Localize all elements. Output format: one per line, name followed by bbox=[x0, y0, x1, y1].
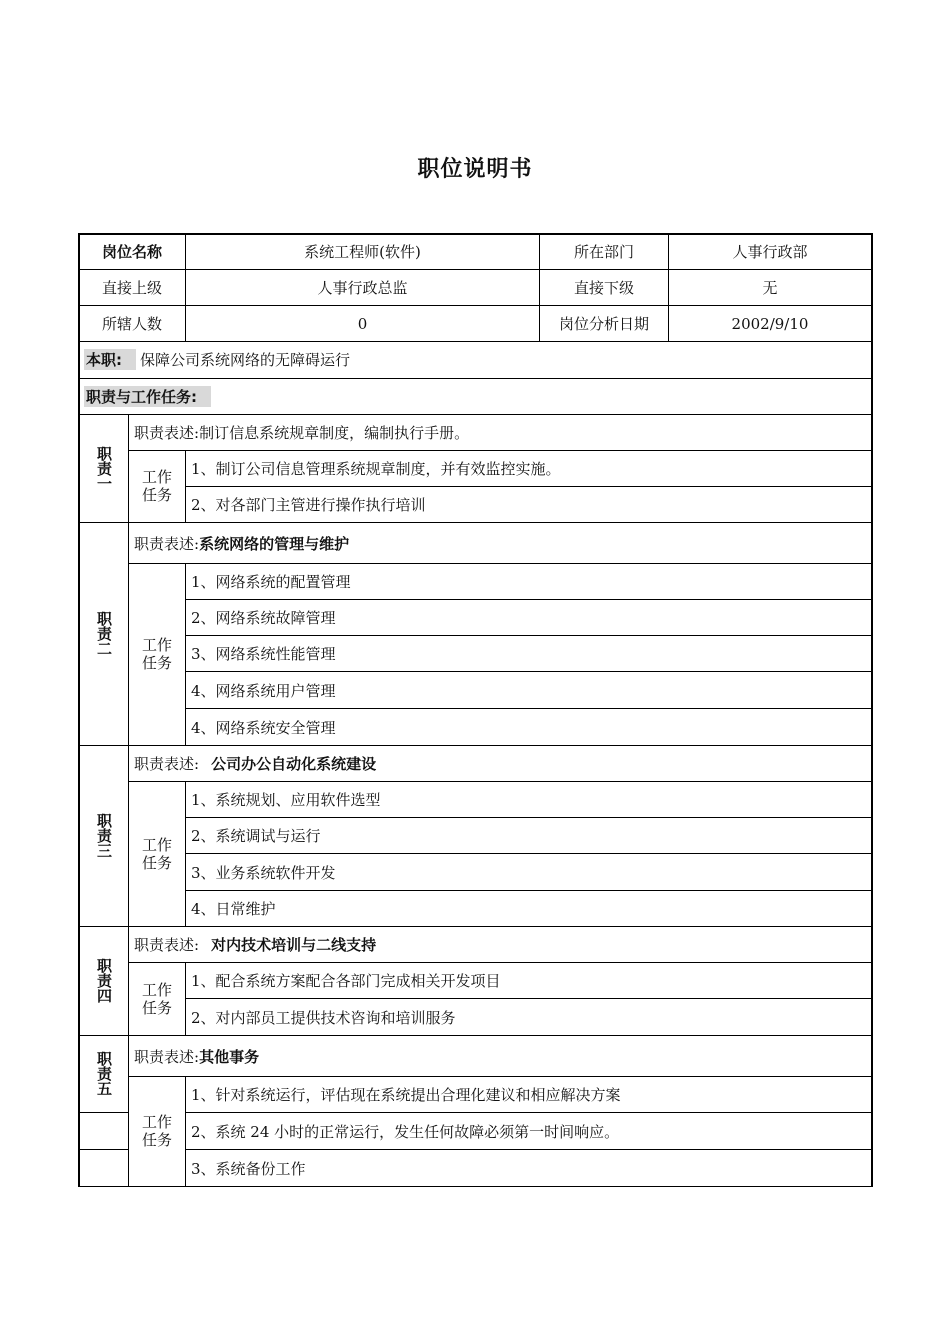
header-label: 直接上级 bbox=[101, 279, 162, 297]
task-label: 工作任务 bbox=[141, 980, 172, 1017]
task-item: 1、配合系统方案配合各部门完成相关开发项目 bbox=[191, 972, 501, 990]
header-label: 岗位分析日期 bbox=[558, 315, 649, 333]
task-item: 2、对内部员工提供技术咨询和培训服务 bbox=[191, 1008, 456, 1027]
duty-name: 职责三 bbox=[95, 813, 113, 858]
duty-description-text: 制订信息系统规章制度，编制执行手册。 bbox=[199, 424, 470, 442]
duty-description-text: 系统网络的管理与维护 bbox=[199, 534, 350, 553]
header-value: 人事行政总监 bbox=[317, 279, 408, 297]
task-item: 3、业务系统软件开发 bbox=[191, 863, 336, 882]
duty-description-label: 职责表述: bbox=[134, 534, 200, 553]
table-rule bbox=[78, 233, 80, 1187]
task-item: 2、系统调试与运行 bbox=[191, 827, 321, 845]
duty-description-text: 公司办公自动化系统建设 bbox=[211, 755, 377, 773]
duty-description-row bbox=[130, 415, 871, 450]
duty-name: 职责五 bbox=[95, 1051, 113, 1096]
table-rule bbox=[185, 962, 186, 1036]
duty-description-row bbox=[130, 523, 871, 563]
task-label: 工作任务 bbox=[141, 835, 172, 872]
header-value: 系统工程师(软件) bbox=[304, 243, 421, 261]
task-item: 2、网络系统故障管理 bbox=[191, 609, 336, 627]
task-item: 4、日常维护 bbox=[191, 900, 276, 918]
table-rule bbox=[128, 745, 129, 927]
table-rule bbox=[185, 1076, 186, 1187]
duty-description-row bbox=[130, 746, 871, 781]
header-label: 所辖人数 bbox=[101, 315, 162, 333]
table-rule bbox=[871, 233, 873, 1187]
duty-description-label: 职责表述: bbox=[134, 424, 200, 442]
table-rule bbox=[185, 563, 186, 746]
duties-heading-row bbox=[80, 378, 871, 414]
table-rule bbox=[185, 781, 186, 927]
duty-description-text: 对内技术培训与二线支持 bbox=[211, 936, 377, 954]
task-item: 3、网络系统性能管理 bbox=[191, 645, 336, 663]
duty-name: 职责一 bbox=[95, 445, 113, 491]
table-rule bbox=[78, 1149, 129, 1150]
table-rule bbox=[78, 1186, 872, 1187]
header-value: 人事行政部 bbox=[732, 243, 808, 261]
header-label: 所在部门 bbox=[573, 243, 634, 261]
header-label: 岗位名称 bbox=[101, 243, 162, 261]
task-item: 4、网络系统安全管理 bbox=[191, 718, 336, 737]
header-value: 2002/9/10 bbox=[731, 314, 809, 333]
task-item: 3、系统备份工作 bbox=[191, 1159, 306, 1178]
table-rule bbox=[128, 1035, 129, 1187]
task-item: 1、针对系统运行，评估现在系统提出合理化建议和相应解决方案 bbox=[191, 1086, 621, 1104]
task-label: 工作任务 bbox=[141, 468, 172, 504]
page-title: 职位说明书 bbox=[417, 157, 533, 182]
duties-heading: 职责与工作任务: bbox=[84, 386, 211, 407]
duty-description-row bbox=[130, 927, 871, 962]
table-rule bbox=[78, 1112, 129, 1113]
duty-description-row bbox=[130, 1036, 871, 1076]
core-duty-row bbox=[80, 341, 871, 378]
task-label: 工作任务 bbox=[141, 1113, 172, 1149]
task-item: 1、制订公司信息管理系统规章制度，并有效监控实施。 bbox=[191, 460, 561, 478]
task-item: 1、系统规划、应用软件选型 bbox=[191, 791, 381, 809]
table-rule bbox=[128, 926, 129, 1036]
task-item: 4、网络系统用户管理 bbox=[191, 681, 336, 700]
task-label: 工作任务 bbox=[141, 636, 172, 672]
duty-description-label: 职责表述: bbox=[134, 936, 200, 954]
table-rule bbox=[185, 450, 186, 523]
duty-description-label: 职责表述: bbox=[134, 1047, 200, 1066]
core-duty-label: 本职: bbox=[84, 349, 136, 370]
task-item: 2、系统 24 小时的正常运行，发生任何故障必须第一时间响应。 bbox=[191, 1122, 620, 1141]
table-rule bbox=[128, 414, 129, 523]
task-item: 1、网络系统的配置管理 bbox=[191, 573, 351, 591]
task-item: 2、对各部门主管进行操作执行培训 bbox=[191, 496, 426, 514]
header-label: 直接下级 bbox=[573, 279, 634, 297]
duty-name: 职责二 bbox=[95, 611, 113, 656]
duty-description-text: 其他事务 bbox=[199, 1047, 260, 1066]
table-rule bbox=[128, 522, 129, 746]
core-duty-text: 保障公司系统网络的无障碍运行 bbox=[140, 351, 351, 369]
header-value: 无 bbox=[762, 279, 778, 297]
duty-name: 职责四 bbox=[95, 958, 113, 1003]
duty-description-label: 职责表述: bbox=[134, 755, 200, 773]
header-value: 0 bbox=[357, 314, 368, 333]
